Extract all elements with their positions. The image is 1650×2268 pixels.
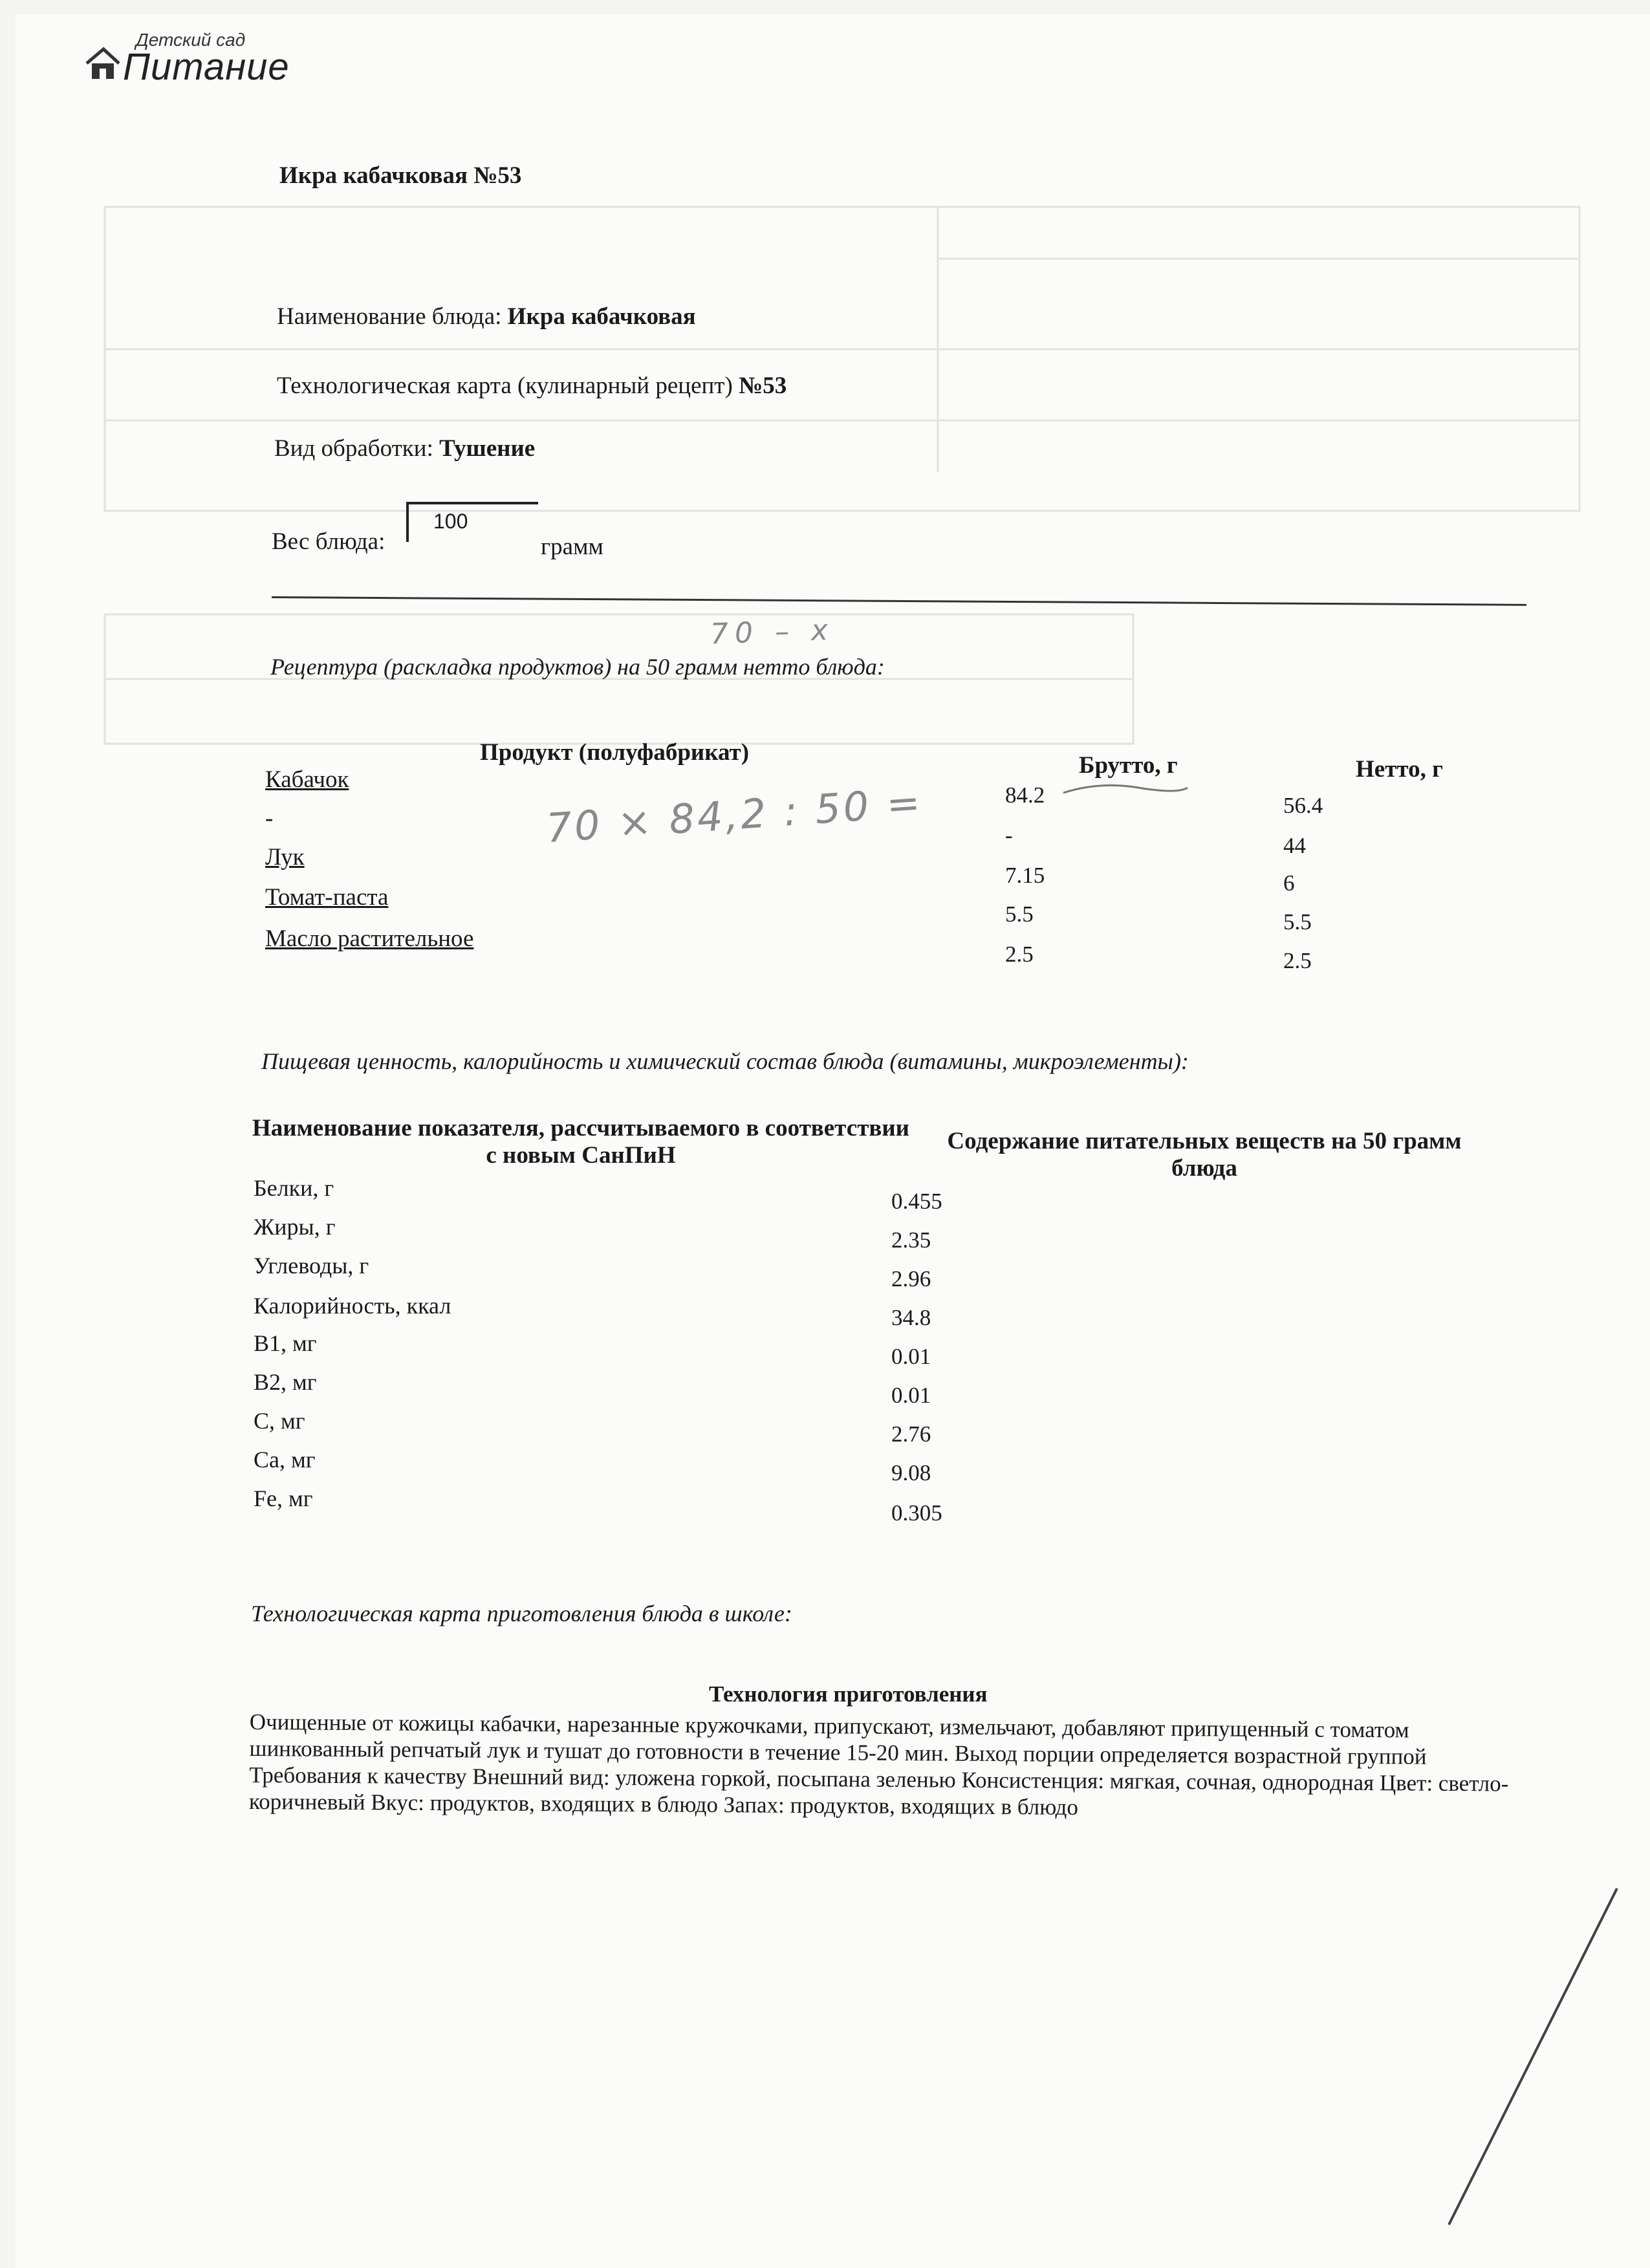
col-header-brutto: Брутто, г bbox=[1079, 752, 1178, 779]
recipe-row-1-product: - bbox=[265, 805, 274, 832]
recipe-row-4-brutto: 2.5 bbox=[1005, 942, 1034, 967]
nutrition-row-6-name: C, мг bbox=[254, 1408, 305, 1434]
recipe-row-0-netto: 56.4 bbox=[1283, 793, 1323, 818]
logo bbox=[84, 30, 304, 94]
recipe-row-3-brutto: 5.5 bbox=[1005, 902, 1034, 927]
weight-input[interactable] bbox=[406, 502, 538, 542]
dish-name-label: Наименование блюда: bbox=[277, 303, 502, 330]
logo-subtitle: Детский сад bbox=[136, 30, 246, 50]
nutrition-row-8-name: Fe, мг bbox=[254, 1485, 313, 1511]
weight-label: Вес блюда: bbox=[272, 528, 385, 555]
technology-text: Очищенные от кожицы кабачки, нарезанные кружочками, припускают, измельчают, добавляют припущенный с томатом шинкованный репчатый лук и тушат до готовности в течение 15-20 мин. Выход порции определяется возрастной группой Требования к качеству Внешний вид: уложена горкой, посыпана зеленью Консистенция: мягкая, сочная, однородная Цвет: светло-коричневый Вкус: продуктов, входящих в блюдо Запах: продуктов, входящих в блюдо bbox=[248, 1709, 1509, 1820]
nutrition-heading: Пищевая ценность, калорийность и химический состав блюда (витамины, микроэлементы): bbox=[261, 1048, 1189, 1074]
tech-card-field bbox=[277, 372, 787, 400]
nutrition-row-2-value: 2.96 bbox=[891, 1266, 931, 1291]
nutrition-row-4-name: B1, мг bbox=[254, 1330, 317, 1356]
processing-label: Вид обработки: bbox=[274, 435, 433, 462]
nutrition-row-7-name: Ca, мг bbox=[254, 1447, 316, 1473]
handwritten-calculation: 70 × 84,2 : 50 = bbox=[545, 778, 925, 852]
nutrition-row-0-name: Белки, г bbox=[254, 1175, 334, 1201]
nutrition-col-name: Наименование показателя, рассчитываемого в соответствии с новым СанПиН bbox=[252, 1115, 910, 1169]
recipe-row-0-brutto: 84.2 bbox=[1005, 783, 1045, 808]
handwritten-note-top: 70 – x bbox=[710, 613, 835, 651]
weight-value: 100 bbox=[433, 510, 468, 533]
nutrition-row-5-name: B2, мг bbox=[254, 1369, 317, 1395]
tech-card-label: Технологическая карта (кулинарный рецепт) bbox=[277, 373, 733, 399]
recipe-row-2-brutto: 7.15 bbox=[1005, 863, 1045, 888]
col-header-netto: Нетто, г bbox=[1356, 756, 1443, 783]
nutrition-row-5-value: 0.01 bbox=[891, 1383, 931, 1408]
col-header-product: Продукт (полуфабрикат) bbox=[480, 739, 750, 766]
nutrition-col-value: Содержание питательных веществ на 50 грамм блюда bbox=[947, 1128, 1462, 1182]
nutrition-row-1-value: 2.35 bbox=[891, 1227, 931, 1253]
nutrition-row-6-value: 2.76 bbox=[891, 1421, 931, 1447]
nutrition-row-8-value: 0.305 bbox=[891, 1500, 942, 1526]
handwritten-underline bbox=[1061, 779, 1190, 798]
bleed-through-table bbox=[97, 200, 1585, 783]
recipe-row-1-netto: 44 bbox=[1283, 833, 1306, 858]
processing-value: Тушение bbox=[439, 435, 536, 462]
weight-unit: грамм bbox=[541, 534, 603, 560]
recipe-heading: Рецептура (раскладка продуктов) на 50 грамм нетто блюда: bbox=[270, 654, 885, 680]
nutrition-row-4-value: 0.01 bbox=[891, 1344, 931, 1369]
tech-card-value: №53 bbox=[739, 373, 787, 399]
recipe-row-0-product: Кабачок bbox=[265, 766, 349, 793]
nutrition-row-3-name: Калорийность, ккал bbox=[254, 1293, 451, 1319]
recipe-row-3-netto: 5.5 bbox=[1283, 909, 1312, 934]
nutrition-row-0-value: 0.455 bbox=[891, 1189, 942, 1214]
recipe-row-2-netto: 6 bbox=[1283, 870, 1295, 896]
logo-title: Питание bbox=[123, 46, 290, 88]
house-logo-icon bbox=[84, 44, 122, 83]
recipe-row-4-product: Масло растительное bbox=[265, 925, 474, 952]
technology-section-heading: Технологическая карта приготовления блюда в школе: bbox=[251, 1601, 792, 1626]
recipe-row-3-product: Томат-паста bbox=[265, 884, 389, 911]
recipe-row-4-netto: 2.5 bbox=[1283, 948, 1312, 973]
nutrition-row-1-name: Жиры, г bbox=[254, 1214, 336, 1240]
nutrition-row-3-value: 34.8 bbox=[891, 1305, 931, 1330]
recipe-row-2-product: Лук bbox=[265, 844, 305, 870]
dish-name-value: Икра кабачковая bbox=[507, 303, 696, 330]
dish-name-field bbox=[277, 303, 696, 330]
nutrition-row-2-name: Углеводы, г bbox=[254, 1253, 369, 1279]
nutrition-row-7-value: 9.08 bbox=[891, 1460, 931, 1485]
recipe-row-1-brutto: - bbox=[1005, 823, 1013, 848]
page-title: Икра кабачковая №53 bbox=[279, 162, 522, 189]
processing-field bbox=[274, 435, 535, 462]
paper-fold-mark bbox=[1410, 1875, 1630, 2238]
technology-heading: Технология приготовления bbox=[709, 1681, 988, 1707]
